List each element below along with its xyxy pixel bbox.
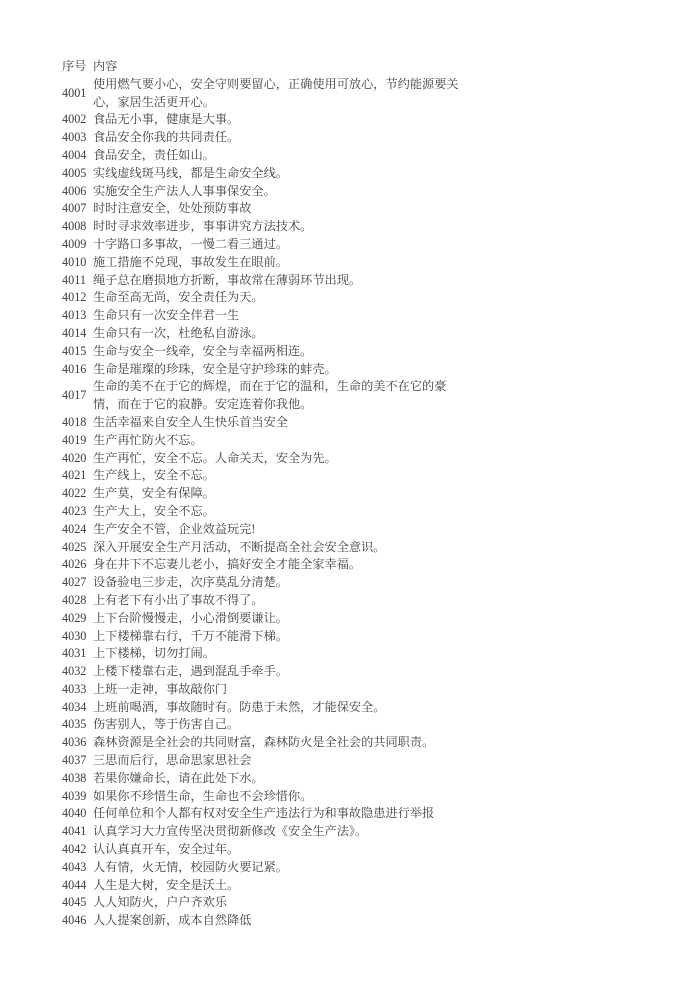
row-number: 4026 [62, 557, 87, 572]
row-number: 4046 [62, 913, 87, 928]
row-number: 4044 [62, 877, 87, 892]
table-row [62, 414, 461, 432]
row-content: 生命只有一次安全伴君一生 [93, 308, 240, 323]
row-number: 4002 [62, 112, 87, 127]
row-content: 生命的美不在于它的辉煌，而在于它的温和，生命的美不在它的豪情，而在于它的寂静。安定连着你我他。 [93, 379, 447, 412]
table-row [62, 218, 461, 236]
row-number: 4025 [62, 539, 87, 554]
row-number: 4018 [62, 414, 87, 429]
row-number: 4034 [62, 699, 87, 714]
table-row [62, 307, 461, 325]
table-row [62, 628, 461, 646]
row-content: 生命至高无尚，安全责任为天。 [93, 290, 264, 305]
table-row [62, 556, 461, 574]
row-content: 生产大上，安全不忘。 [93, 503, 215, 518]
table-header [62, 58, 461, 76]
row-number: 4023 [62, 503, 87, 518]
row-number: 4038 [62, 770, 87, 785]
table-row [62, 734, 461, 752]
row-number: 4017 [62, 388, 87, 403]
row-number: 4005 [62, 165, 87, 180]
table-row [62, 699, 461, 717]
table-row [62, 912, 461, 930]
row-content: 人生是大树，安全是沃土。 [93, 877, 240, 892]
table-row [62, 183, 461, 201]
row-number: 4014 [62, 325, 87, 340]
row-content: 食品安全，责任如山。 [93, 147, 215, 162]
row-content: 上下楼梯靠右行，千万不能滑下梯。 [93, 628, 288, 643]
table-row [62, 450, 461, 468]
row-number: 4028 [62, 592, 87, 607]
row-number: 4020 [62, 450, 87, 465]
table-row [62, 129, 461, 147]
table-row [62, 485, 461, 503]
row-content: 使用燃气要小心，安全守则要留心，正确使用可放心，节约能源要关心，家居生活更开心。 [93, 76, 459, 109]
table-row [62, 877, 461, 895]
row-number: 4039 [62, 788, 87, 803]
row-number: 4043 [62, 859, 87, 874]
row-content: 森林资源是全社会的共同财富，森林防火是全社会的共同职责。 [93, 735, 435, 750]
row-content: 生产再忙，安全不忘。人命关天，安全为先。 [93, 450, 337, 465]
table-row [62, 378, 461, 414]
table-row [62, 894, 461, 912]
row-content: 实施安全生产法人人事事保安全。 [93, 183, 276, 198]
row-number: 4027 [62, 575, 87, 590]
row-number: 4001 [62, 85, 87, 100]
row-content: 上班一走神，事故敲你门 [93, 681, 228, 696]
row-number: 4013 [62, 308, 87, 323]
row-number: 4016 [62, 361, 87, 376]
row-number: 4003 [62, 130, 87, 145]
table-row [62, 574, 461, 592]
table-row [62, 111, 461, 129]
row-number: 4029 [62, 610, 87, 625]
row-number: 4019 [62, 432, 87, 447]
row-number: 4036 [62, 735, 87, 750]
table-row [62, 716, 461, 734]
table-row [62, 343, 461, 361]
row-number: 4021 [62, 468, 87, 483]
table-row [62, 681, 461, 699]
row-content: 伤害别人，等于伤害自己。 [93, 717, 240, 732]
row-content: 身在井下不忘妻儿老小，搞好安全才能全家幸福。 [93, 557, 362, 572]
row-number: 4011 [62, 272, 86, 287]
row-content: 上下楼梯，切勿打闹。 [93, 646, 215, 661]
row-number: 4010 [62, 254, 87, 269]
table-row [62, 770, 461, 788]
row-number: 4030 [62, 628, 87, 643]
row-content: 人人提案创新，成本自然降低 [93, 913, 252, 928]
table-row [62, 147, 461, 165]
row-content: 食品安全你我的共同责任。 [93, 130, 240, 145]
slogan-table [62, 58, 461, 930]
row-content: 生产安全不管，企业效益玩完! [93, 521, 256, 536]
row-content: 生命是璀璨的珍珠，安全是守护珍珠的蚌壳。 [93, 361, 337, 376]
row-number: 4004 [62, 147, 87, 162]
row-number: 4008 [62, 219, 87, 234]
row-content: 如果你不珍惜生命，生命也不会珍惜你。 [93, 788, 313, 803]
row-number: 4007 [62, 201, 87, 216]
row-content: 施工措施不兑现，事故发生在眼前。 [93, 254, 288, 269]
table-row [62, 289, 461, 307]
row-content: 若果你嫌命长，请在此处下水。 [93, 770, 264, 785]
column-header-content: 内容 [93, 59, 118, 73]
row-content: 生产莫，安全有保障。 [93, 486, 215, 501]
row-number: 4022 [62, 486, 87, 501]
row-content: 时时注意安全，处处预防事故 [93, 201, 252, 216]
row-content: 三思而后行，思命思家思社会 [93, 753, 252, 768]
row-content: 生活幸福来自安全人生快乐首当安全 [93, 414, 288, 429]
row-content: 上下台阶慢慢走，小心滑倒要谦让。 [93, 610, 288, 625]
row-content: 时时寻求效率进步，事事讲究方法技术。 [93, 219, 313, 234]
table-header-row [62, 58, 461, 76]
row-number: 4035 [62, 717, 87, 732]
row-content: 绳子总在磨损地方折断，事故常在薄弱环节出现。 [93, 272, 362, 287]
table-row [62, 200, 461, 218]
table-row [62, 361, 461, 379]
row-content: 认真学习大力宣传坚决贯彻新修改《安全生产法》。 [93, 824, 368, 839]
row-content: 深入开展安全生产月活动，不断提高全社会安全意识。 [93, 539, 386, 554]
row-number: 4015 [62, 343, 87, 358]
row-content: 设备验电三步走，次序莫乱分清楚。 [93, 575, 288, 590]
table-row [62, 823, 461, 841]
table-row [62, 503, 461, 521]
row-number: 4024 [62, 521, 87, 536]
row-content: 认认真真开车，安全过年。 [93, 842, 240, 857]
row-number: 4012 [62, 290, 87, 305]
row-content: 生命只有一次，杜绝私自游泳。 [93, 325, 264, 340]
table-row [62, 76, 461, 112]
row-number: 4032 [62, 664, 87, 679]
column-header-number: 序号 [62, 59, 87, 73]
table-row [62, 521, 461, 539]
row-number: 4040 [62, 806, 87, 821]
row-content: 上楼下楼靠右走，遇到混乱手牵手。 [93, 664, 288, 679]
row-content: 实线虚线斑马线，都是生命安全线。 [93, 165, 288, 180]
document-page [62, 58, 461, 930]
row-content: 十字路口多事故，一慢二看三通过。 [93, 236, 288, 251]
row-content: 生产再忙防火不忘。 [93, 432, 203, 447]
table-row [62, 236, 461, 254]
table-row [62, 645, 461, 663]
table-row [62, 272, 461, 290]
table-row [62, 325, 461, 343]
table-row [62, 610, 461, 628]
row-number: 4037 [62, 753, 87, 768]
table-body [62, 76, 461, 930]
table-row [62, 592, 461, 610]
row-number: 4045 [62, 895, 87, 910]
table-row [62, 539, 461, 557]
table-row [62, 432, 461, 450]
row-content: 食品无小事，健康是大事。 [93, 112, 240, 127]
row-content: 人人知防火，户户齐欢乐 [93, 895, 228, 910]
table-row [62, 805, 461, 823]
row-number: 4031 [62, 646, 87, 661]
row-content: 生产线上，安全不忘。 [93, 468, 215, 483]
table-row [62, 859, 461, 877]
table-row [62, 467, 461, 485]
row-content: 生命与安全一线牵，安全与幸福两相连。 [93, 343, 313, 358]
row-content: 人有情，火无情，校园防火要记紧。 [93, 859, 288, 874]
row-number: 4009 [62, 236, 87, 251]
table-row [62, 788, 461, 806]
row-number: 4041 [62, 824, 87, 839]
table-row [62, 663, 461, 681]
row-number: 4033 [62, 681, 87, 696]
row-number: 4006 [62, 183, 87, 198]
row-number: 4042 [62, 842, 87, 857]
table-row [62, 165, 461, 183]
table-row [62, 254, 461, 272]
row-content: 任何单位和个人都有权对安全生产违法行为和事故隐患进行举报 [93, 806, 435, 821]
row-content: 上有老下有小出了事故不得了。 [93, 592, 264, 607]
row-content: 上班前喝酒，事故随时有。防患于未然，才能保安全。 [93, 699, 386, 714]
table-row [62, 841, 461, 859]
table-row [62, 752, 461, 770]
